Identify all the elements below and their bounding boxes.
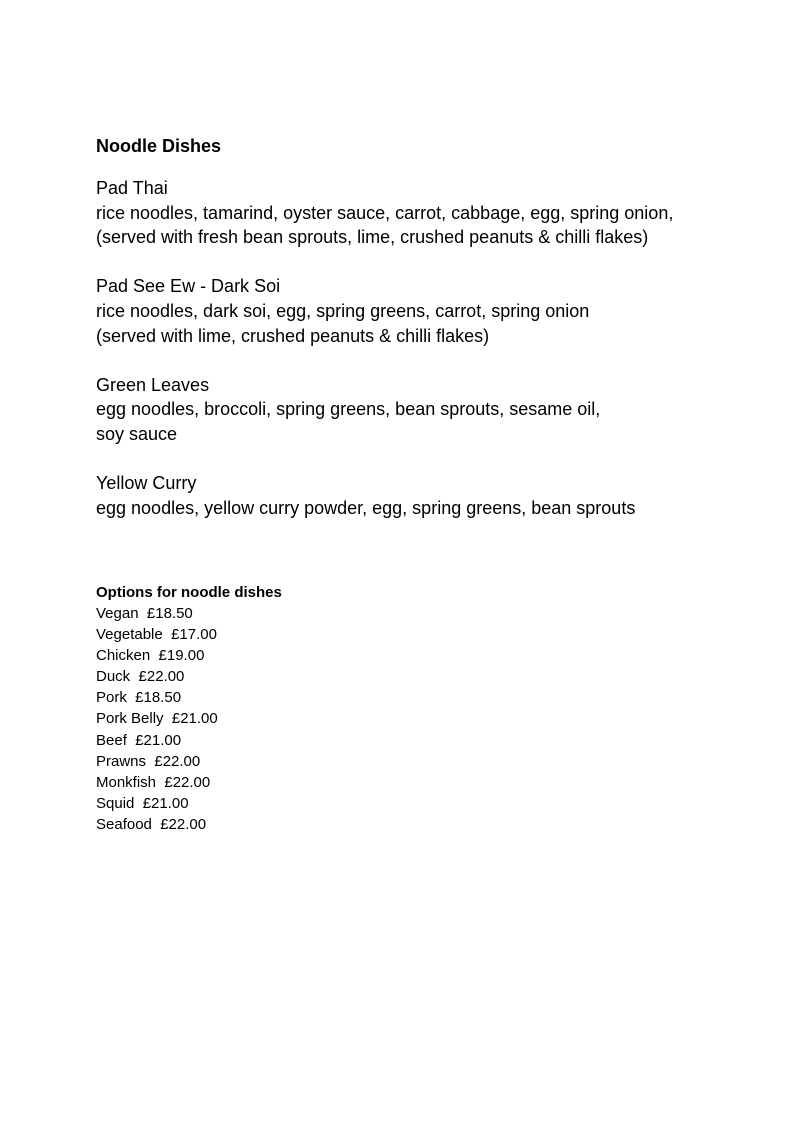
option-duck: Duck £22.00 [96, 668, 185, 686]
dish-description-line: (served with fresh bean sprouts, lime, crushed peanuts & chilli flakes) [96, 227, 649, 248]
menu-section [96, 134, 736, 545]
option-prawns: Prawns £22.00 [96, 752, 201, 770]
dish-description-line: soy sauce [96, 423, 178, 444]
option-vegan: Vegan £18.50 [96, 605, 193, 622]
section-title: Noodle Dishes [96, 136, 222, 156]
option-vegetable: Vegetable £17.00 [96, 626, 217, 644]
dish-pad-thai [96, 176, 736, 250]
dish-green-leaves [96, 373, 736, 447]
option-chicken: Chicken £19.00 [96, 647, 205, 665]
dish-description-line: egg noodles, yellow curry powder, egg, spring greens, bean sprouts [96, 497, 636, 518]
dish-name: Pad See Ew - Dark Soi [96, 276, 281, 297]
dish-description-line: egg noodles, broccoli, spring greens, bean sprouts, sesame oil, [96, 399, 601, 420]
dish-description-line: (served with lime, crushed peanuts & chilli flakes) [96, 325, 490, 346]
dish-description-line: rice noodles, tamarind, oyster sauce, carrot, cabbage, egg, spring onion, [96, 202, 674, 223]
options-section [96, 582, 496, 835]
dish-name: Yellow Curry [96, 473, 197, 494]
dish-pad-see-ew [96, 274, 736, 348]
dish-name: Pad Thai [96, 178, 168, 198]
dish-description-line: rice noodles, dark soi, egg, spring greens, carrot, spring onion [96, 300, 590, 321]
option-squid: Squid £21.00 [96, 794, 189, 812]
option-beef: Beef £21.00 [96, 731, 182, 749]
option-monkfish: Monkfish £22.00 [96, 773, 211, 791]
option-pork: Pork £18.50 [96, 689, 182, 707]
option-pork-belly: Pork Belly £21.00 [96, 710, 218, 728]
option-seafood: Seafood £22.00 [96, 815, 207, 833]
options-title: Options for noodle dishes [96, 584, 282, 601]
dish-yellow-curry [96, 471, 736, 520]
dish-name: Green Leaves [96, 374, 210, 395]
